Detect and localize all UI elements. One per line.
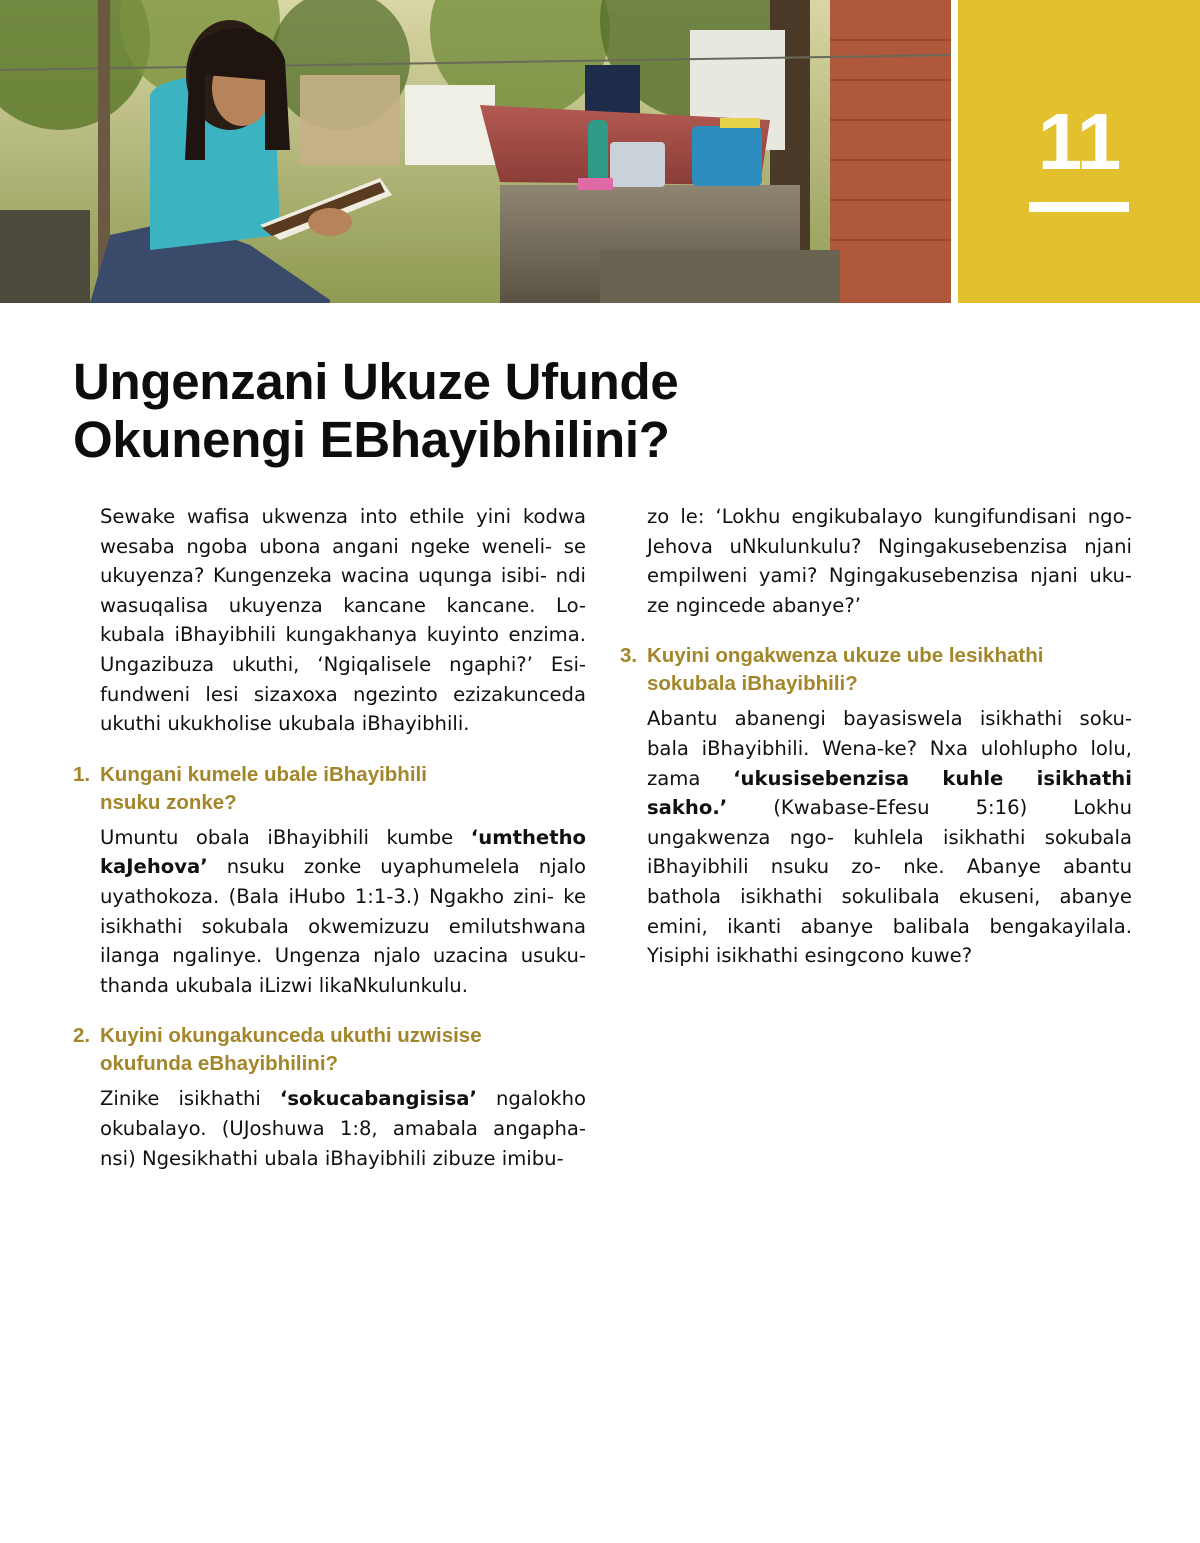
section-3-answer: Abantu abanengi bayasiswela isikhathi soku- bala iBhayibhili. Wena-ke? Nxa ulohlupho lolu, zama ‘ukusisebenzisa kuhle isikhathi sakho.’ (Kwabase-Efesu 5:16) Lokhu ungakwenza ngo- kuhlela isikhathi sokubala iBhayibhili nsuku zo- nke. Abanye abantu bathola isikhathi sokulibala ekuseni, abanye emini, ikanti abanye balibala bengakayilala. Yisiphi isikhathi esingcono kuwe? (647, 707, 1132, 968)
section-2-answer: Zinike isikhathi ‘sokucabangisisa’ ngalokho okubalayo. (UJoshuwa 1:8, amabala angapha- nsi) Ngesikhathi ubala iBhayibhili zibuze imibu- (100, 1087, 586, 1170)
emphasis: ‘sokucabangisisa’ (279, 1087, 477, 1111)
photo-illustration (0, 0, 951, 303)
right-column (620, 502, 1132, 971)
lesson-number-box (958, 0, 1200, 303)
lesson-number: 11 (1037, 97, 1121, 186)
section-1-question: 1. Kungani kumele ubale iBhayibhili nsuku zonke? (73, 762, 427, 814)
section-1-answer: Umuntu obala iBhayibhili kumbe ‘umthetho kaJehova’ nsuku zonke uyaphumelela njalo uyathokoza. (Bala iHubo 1:1-3.) Ngakho zini- ke isikhathi sokubala okwemizuzu emilutshwana ilanga ngalinye. Ungenza njalo uzacina usuku- thanda ukubala iLizwi likaNkulunkulu. (100, 825, 586, 997)
page-title-line1: Ungenzani Ukuze Ufunde (73, 353, 679, 410)
section-3-number: 3. (620, 644, 638, 668)
section-2-answer-continued: zo le: ‘Lokhu engikubalayo kungifundisani ngo- Jehova uNkulunkulu? Ngingakusebenzisa njani empilweni yami? Ngingakusebenzisa njani uku- ze ngincede abanye?’ (647, 505, 1132, 617)
section-1-number: 1. (73, 762, 91, 786)
intro-paragraph: Sewake wafisa ukwenza into ethile yini kodwa wesaba ngoba ubona angani ngeke weneli- se ukuyenza? Kungenzeka wacina uqunga isibi- ndi wasuqalisa ukuyenza kancane kancane. Lo- kubala iBhayibhili kungakhanya kuyinto enzima. Ungazibuza ukuthi, ‘Ngiqalisele ngaphi?’ Esi- fundweni lesi sizaxoxa ngezinto ezizakunceda ukuthi ukukholise ukubala iBhayibhili. (100, 505, 587, 736)
emphasis: kaJehova’ (100, 855, 208, 879)
emphasis: ‘ukusisebenzisa kuhle isikhathi sakho.’ (647, 766, 1132, 820)
lesson-number-underline (1029, 202, 1129, 212)
section-3-question: 3. Kuyini ongakwenza ukuze ube lesikhathi sokubala iBhayibhili? (620, 644, 1044, 696)
header-photo (0, 0, 951, 303)
section-2-number: 2. (73, 1024, 91, 1048)
section-2-question: 2. Kuyini okungakunceda ukuthi uzwisise okufunda eBhayibhilini? (73, 1024, 482, 1076)
page-title-line2: Okunengi EBhayibhilini? (73, 411, 670, 468)
emphasis: ‘umthetho (470, 825, 586, 849)
page-title (73, 353, 893, 469)
left-column (73, 502, 586, 1173)
